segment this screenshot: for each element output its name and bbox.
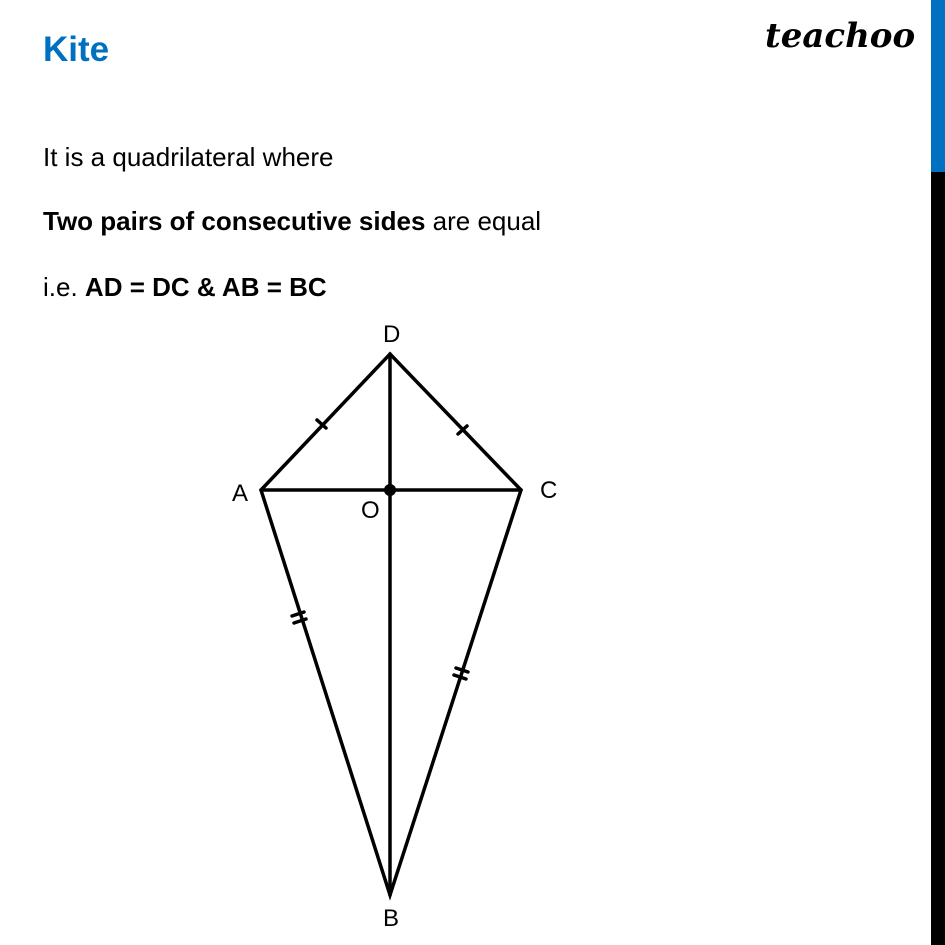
equality-bold: AD = DC & AB = BC xyxy=(84,272,327,302)
property-rest: are equal xyxy=(425,206,542,236)
label-o: O xyxy=(361,497,380,524)
slide-title: Kite xyxy=(43,30,110,69)
teachoo-logo: teachoo xyxy=(765,16,916,56)
label-a: A xyxy=(232,480,249,507)
center-point-o xyxy=(384,484,396,496)
label-d: D xyxy=(383,321,401,348)
intro-text: It is a quadrilateral where xyxy=(43,142,334,172)
ie-prefix: i.e. xyxy=(43,272,85,302)
label-b: B xyxy=(383,905,400,932)
double-tick-bc-2 xyxy=(454,675,466,679)
label-c: C xyxy=(540,477,558,504)
double-tick-bc-1 xyxy=(456,668,468,672)
property-bold: Two pairs of consecutive sides xyxy=(43,206,426,236)
